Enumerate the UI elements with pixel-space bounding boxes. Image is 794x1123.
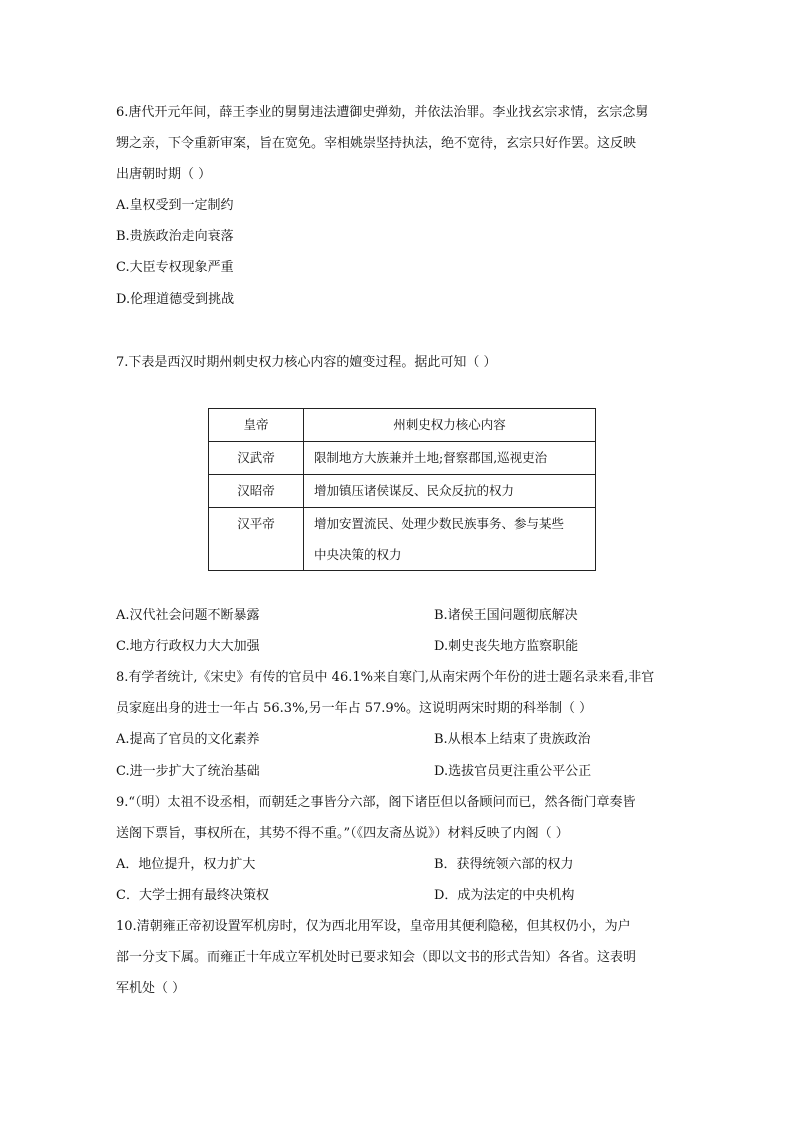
table-header-row <box>209 409 596 442</box>
q7-option-c: C.地方行政权力大大加强 <box>116 639 260 654</box>
q7-option-d: D.刺史丧失地方监察职能 <box>434 639 579 654</box>
q9-option-a: A．地位提升，权力扩大 <box>116 857 256 872</box>
q7-table <box>208 408 596 571</box>
table-row <box>209 442 596 475</box>
q8-stem-line-1: 8.有学者统计,《宋史》有传的官员中 46.1%来自寒门,从南宋两个年份的进士题名录来看,非官 <box>116 670 655 685</box>
q10-stem-line-2: 部一分支下属。而雍正十年成立军机处时已要求知会（即以文书的形式告知）各省。这表明 <box>116 950 637 965</box>
q6-stem-line-2: 甥之亲，下令重新审案，旨在宽免。宰相姚崇坚持执法，绝不宽待，玄宗只好作罢。这反映 <box>116 136 637 151</box>
q9-option-c: C．大学士拥有最终决策权 <box>116 888 269 903</box>
table-cell-content: 限制地方大族兼并土地;督察郡国,巡视吏治 <box>304 442 596 475</box>
q6-option-a: A.皇权受到一定制约 <box>116 198 234 213</box>
q6-option-c: C.大臣专权现象严重 <box>116 260 234 275</box>
table-cell-emperor: 汉平帝 <box>209 508 304 571</box>
table-cell-content <box>304 508 596 571</box>
table-header-content: 州刺史权力核心内容 <box>304 409 596 442</box>
q8-option-d: D.选拔官员更注重公平公正 <box>434 764 592 779</box>
q7-stem: 7.下表是西汉时期州刺史权力核心内容的嬗变过程。据此可知（ ） <box>116 355 497 370</box>
q7-option-b: B.诸侯王国问题彻底解决 <box>434 608 578 623</box>
q9-stem-line-2: 送阁下票旨，事权所在，其势不得不重。”（《四友斋丛说》）材料反映了内阁（ ） <box>116 826 569 841</box>
q7-option-a: A.汉代社会问题不断暴露 <box>116 608 260 623</box>
q9-option-b: B．获得统领六部的权力 <box>434 857 574 872</box>
table-cell-content-line-1: 增加安置流民、处理少数民族事务、参与某些 <box>314 516 565 531</box>
table-cell-emperor: 汉昭帝 <box>209 475 304 508</box>
table-cell-emperor: 汉武帝 <box>209 442 304 475</box>
table-header-emperor: 皇帝 <box>209 409 304 442</box>
table-cell-content-line-2: 中央决策的权力 <box>314 547 402 562</box>
q10-stem-line-1: 10.清朝雍正帝初设置军机房时，仅为西北用军设，皇帝用其便利隐秘，但其权仍小，为户 <box>116 919 631 934</box>
q6-stem-line-3: 出唐朝时期（ ） <box>116 167 212 182</box>
q6-stem-line-1: 6.唐代开元年间，薛王李业的舅舅违法遭御史弹劾，并依法治罪。李业找玄宗求情，玄宗念舅 <box>116 105 649 120</box>
table-row <box>209 508 596 571</box>
q6-option-b: B.贵族政治走向衰落 <box>116 229 234 244</box>
table-row <box>209 475 596 508</box>
table-cell-content: 增加镇压诸侯谋反、民众反抗的权力 <box>304 475 596 508</box>
q8-option-b: B.从根本上结束了贵族政治 <box>434 732 591 747</box>
q8-option-a: A.提高了官员的文化素养 <box>116 732 260 747</box>
q9-option-d: D．成为法定的中央机构 <box>434 888 575 903</box>
q10-stem-line-3: 军机处（ ） <box>116 981 186 996</box>
q6-option-d: D.伦理道德受到挑战 <box>116 292 235 307</box>
q9-stem-line-1: 9.“（明）太祖不设丞相，而朝廷之事皆分六部，阁下诸臣但以备顾问而已，然各衙门章奏皆 <box>116 795 636 810</box>
q8-stem-line-2: 员家庭出身的进士一年占 56.3%,另一年占 57.9%。这说明两宋时期的科举制（ ） <box>116 701 593 716</box>
q8-option-c: C.进一步扩大了统治基础 <box>116 764 260 779</box>
